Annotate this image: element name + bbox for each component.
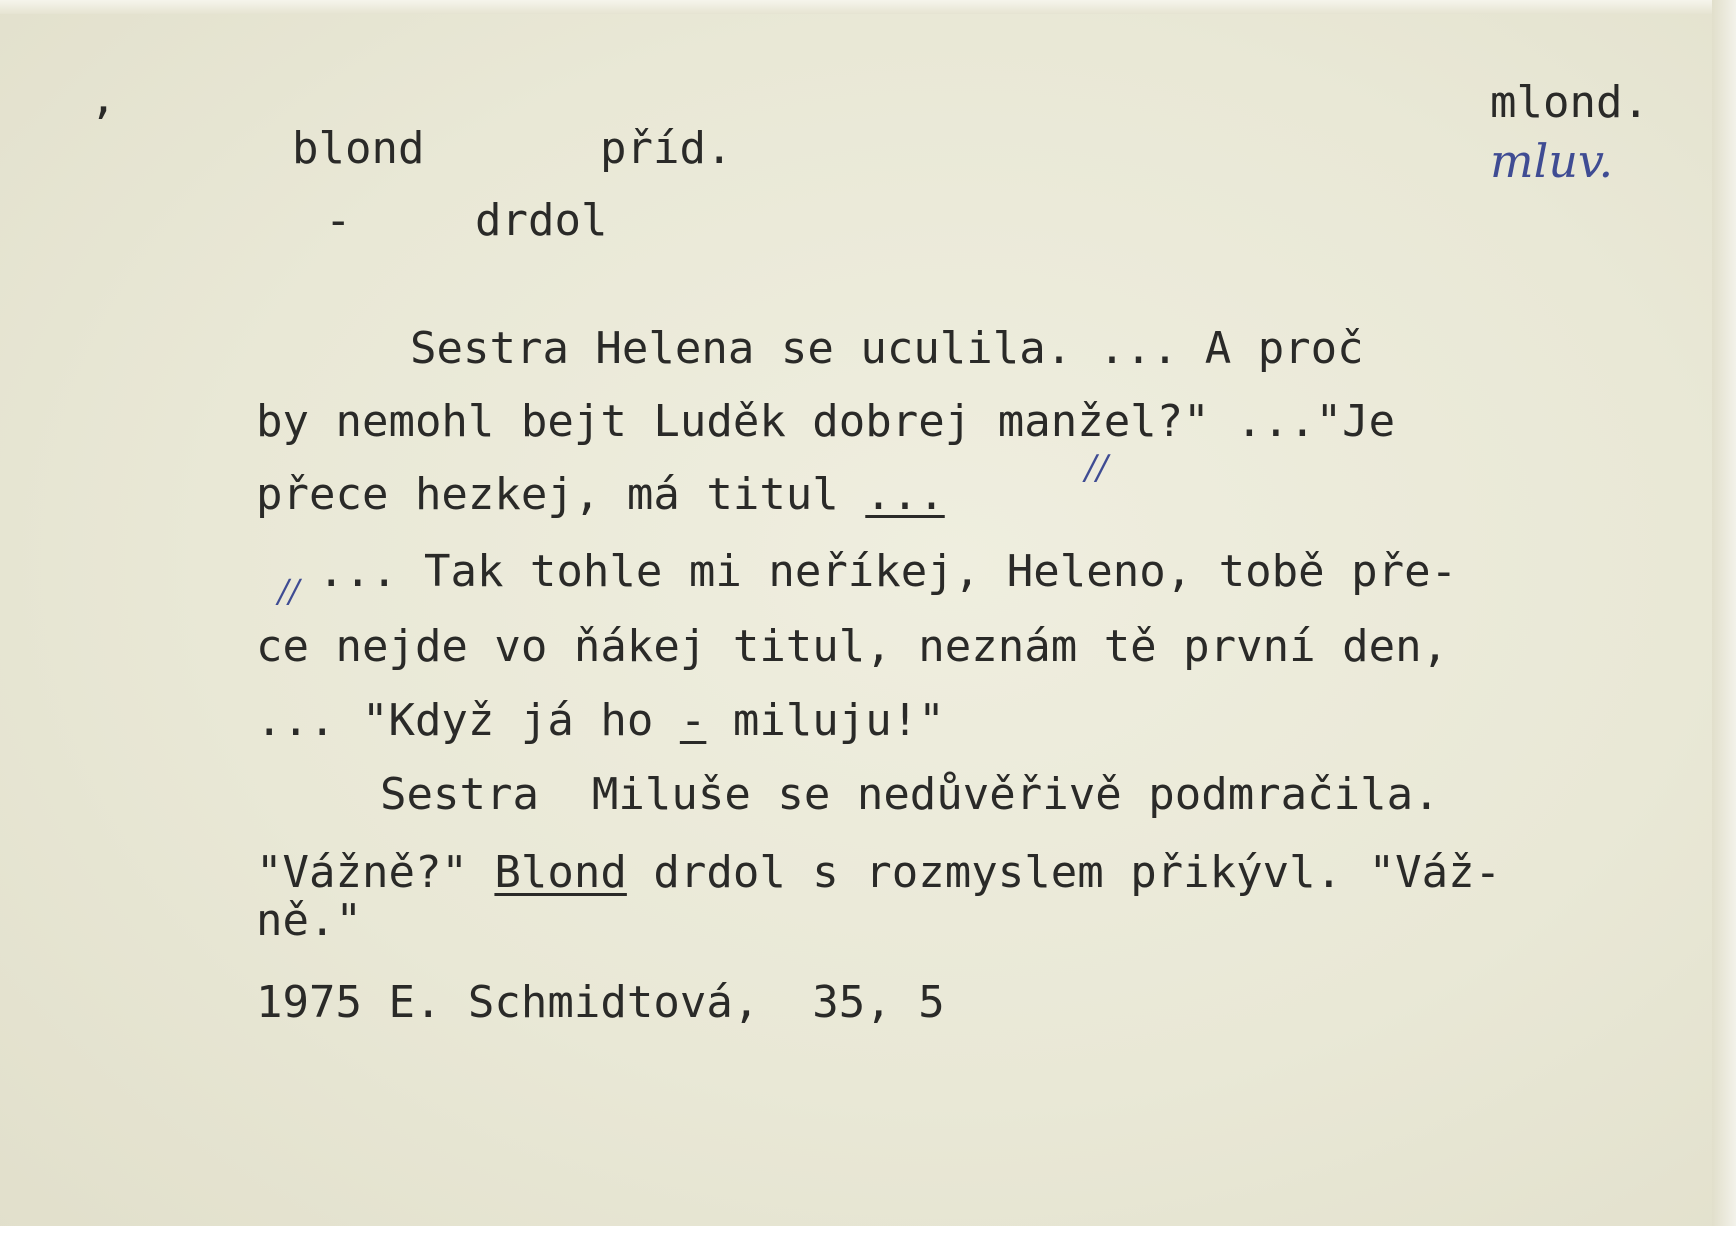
text-line-8-end: drdol s rozmyslem přikývl. "Váž- xyxy=(626,847,1502,898)
headword-right: mlond. xyxy=(1490,77,1649,128)
text-line-5: ce nejde vo ňákej titul, neznám tě první den, xyxy=(256,621,1449,672)
text-line-8 xyxy=(256,848,1501,898)
text-line-4: ... Tak tohle mi neříkej, Heleno, tobě pře- xyxy=(318,546,1458,597)
text-line-9: ně." xyxy=(256,895,362,946)
text-line-6-start: ... "Když já ho xyxy=(256,695,680,746)
card-top-edge xyxy=(0,0,1736,14)
text-line-3-main: přece hezkej, má titul xyxy=(256,469,866,520)
top-mark: , xyxy=(90,73,117,124)
underlined-dash: - xyxy=(679,695,707,746)
grammar-label: příd. xyxy=(600,123,733,174)
citation: 1975 E. Schmidtová, 35, 5 xyxy=(256,977,945,1028)
card-right-edge xyxy=(1712,0,1736,1248)
text-line-7: Sestra Miluše se nedůvěřivě podmračila. xyxy=(380,769,1440,820)
headword-left: blond xyxy=(292,123,425,174)
text-line-3 xyxy=(256,470,945,520)
text-line-2: by nemohl bejt Luděk dobrej manžel?" ..."Je xyxy=(256,396,1396,447)
underlined-ellipsis: ... xyxy=(865,469,945,520)
text-line-8-start: "Vážně?" xyxy=(256,847,495,898)
text-line-1: Sestra Helena se uculila. ... A proč xyxy=(410,323,1364,374)
handwritten-note: mluv. xyxy=(1490,134,1614,188)
editor-mark-a: // xyxy=(1085,448,1108,488)
collocate: drdol xyxy=(475,195,608,246)
editor-mark-b: // xyxy=(278,572,300,610)
scan-bottom-margin xyxy=(0,1226,1736,1248)
text-line-6 xyxy=(256,696,945,746)
dash-mark: - xyxy=(325,195,352,246)
underlined-blond: Blond xyxy=(494,847,627,898)
text-line-6-end: miluju!" xyxy=(706,695,945,746)
